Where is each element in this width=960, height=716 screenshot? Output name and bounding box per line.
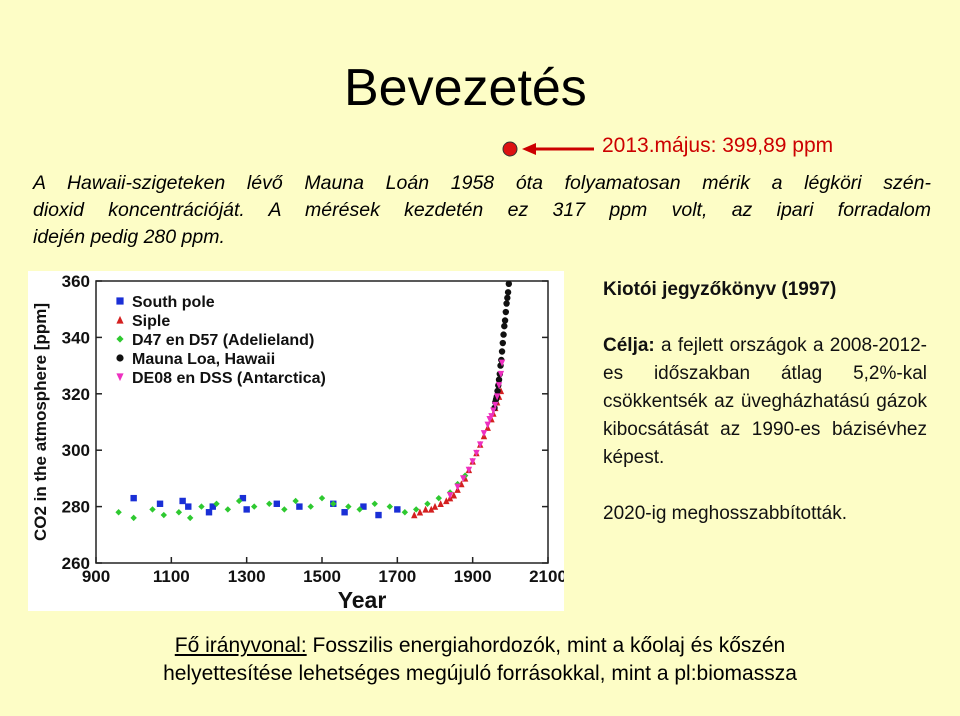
- legend-label: South pole: [132, 294, 215, 311]
- x-tick-label: 1700: [378, 567, 417, 586]
- data-point: [281, 506, 287, 512]
- intro-line: A Hawaii-szigeteken lévő Mauna Loán 1958 óta folyamatosan mérik a légköri szén-: [33, 172, 931, 194]
- kyoto-body-text: a fejlett országok a 2008-2012-es időszakban átlag 5,2%-kal csökkentsék az üvegházhatású gázok kibocsátását az 1990-es bázisévhez képest.: [603, 335, 927, 468]
- data-point: [436, 495, 442, 501]
- data-point: [387, 503, 393, 509]
- intro-line: dioxid koncentrációját. A mérések kezdetén ez 317 ppm volt, az ipari forradalom: [33, 199, 931, 221]
- data-point: [481, 430, 487, 437]
- data-point: [411, 511, 417, 518]
- y-tick-label: 260: [61, 554, 90, 573]
- data-point: [243, 506, 249, 512]
- footer-rest: Fosszilis energiahordozók, mint a kőolaj és kőszén: [306, 634, 786, 657]
- data-point: [375, 512, 381, 518]
- y-tick-label: 340: [61, 328, 90, 348]
- data-point: [251, 503, 257, 509]
- data-point: [185, 503, 191, 509]
- data-point: [345, 503, 351, 509]
- data-point: [266, 501, 272, 507]
- x-tick-label: 2100: [529, 567, 564, 586]
- data-point: [422, 506, 428, 513]
- data-point: [402, 509, 408, 515]
- data-point: [187, 515, 193, 521]
- data-point: [506, 281, 512, 287]
- data-point: [437, 500, 443, 507]
- x-tick-label: 1300: [227, 567, 266, 586]
- legend-marker: [116, 354, 123, 361]
- data-point: [500, 331, 506, 337]
- data-point: [274, 501, 280, 507]
- legend-marker: [116, 316, 123, 324]
- current-value-marker: [500, 139, 600, 159]
- data-point: [308, 503, 314, 509]
- co2-chart: [28, 271, 564, 611]
- data-point: [161, 512, 167, 518]
- y-tick-label: 280: [61, 497, 90, 517]
- data-point: [206, 509, 212, 515]
- legend-marker: [116, 335, 123, 342]
- y-axis-label: CO2 in the atmosphere [ppm]: [31, 302, 50, 542]
- data-point: [372, 501, 378, 507]
- page-title: Bevezetés: [344, 59, 587, 117]
- kyoto-extension: 2020-ig meghosszabbították.: [603, 503, 847, 524]
- legend-marker: [116, 297, 123, 304]
- legend-marker: [116, 373, 123, 381]
- intro-line: idején pedig 280 ppm.: [33, 226, 225, 248]
- kyoto-body-lead: Célja:: [603, 335, 655, 356]
- data-point: [504, 295, 510, 301]
- x-tick-label: 1100: [152, 567, 190, 586]
- data-point: [432, 503, 438, 510]
- kyoto-title: Kiotói jegyzőkönyv (1997): [603, 279, 837, 300]
- data-point: [225, 506, 231, 512]
- data-point: [394, 506, 400, 512]
- data-point: [296, 503, 302, 509]
- data-point: [501, 323, 507, 329]
- data-point: [198, 503, 204, 509]
- legend-label: DE08 en DSS (Antarctica): [132, 370, 326, 387]
- data-point: [341, 509, 347, 515]
- legend-label: Mauna Loa, Hawaii: [132, 351, 276, 368]
- x-tick-label: 1900: [453, 567, 492, 586]
- x-tick-label: 900: [81, 567, 111, 586]
- data-point: [502, 317, 508, 323]
- legend-label: Siple: [132, 313, 171, 330]
- y-tick-label: 300: [61, 441, 90, 461]
- y-tick-label: 320: [61, 384, 90, 404]
- legend-label: D47 en D57 (Adelieland): [132, 332, 315, 349]
- data-point: [157, 501, 163, 507]
- data-point: [500, 340, 506, 346]
- data-point: [130, 495, 136, 501]
- kyoto-body: [603, 332, 927, 472]
- co2-callout: 2013.május: 399,89 ppm: [602, 134, 834, 157]
- data-point: [496, 377, 502, 383]
- x-tick-label: 1500: [303, 567, 341, 586]
- data-point: [485, 422, 491, 429]
- data-point: [319, 495, 325, 501]
- marker-dot: [503, 142, 517, 156]
- x-axis-label: Year: [337, 587, 387, 611]
- intro-paragraph: [33, 170, 931, 251]
- data-point: [292, 498, 298, 504]
- kyoto-protocol-box: [603, 276, 927, 528]
- footer-text: [0, 632, 960, 688]
- y-tick-label: 360: [61, 272, 90, 291]
- data-point: [149, 506, 155, 512]
- footer-line-2: helyettesítése lehetséges megújuló forrásokkal, mint a pl:biomassza: [163, 662, 797, 685]
- arrow-left-icon: [522, 143, 536, 155]
- data-point: [176, 509, 182, 515]
- data-point: [130, 515, 136, 521]
- data-point: [115, 509, 121, 515]
- data-point: [424, 501, 430, 507]
- footer-line-1: [0, 632, 960, 660]
- data-point: [499, 348, 505, 354]
- data-point: [179, 498, 185, 504]
- data-point: [413, 506, 419, 512]
- data-point: [494, 388, 500, 394]
- footer-lead: Fő irányvonal:: [174, 634, 307, 657]
- co2-chart-svg: [28, 271, 564, 611]
- data-point: [503, 300, 509, 306]
- data-point: [503, 309, 509, 315]
- data-point: [505, 289, 511, 295]
